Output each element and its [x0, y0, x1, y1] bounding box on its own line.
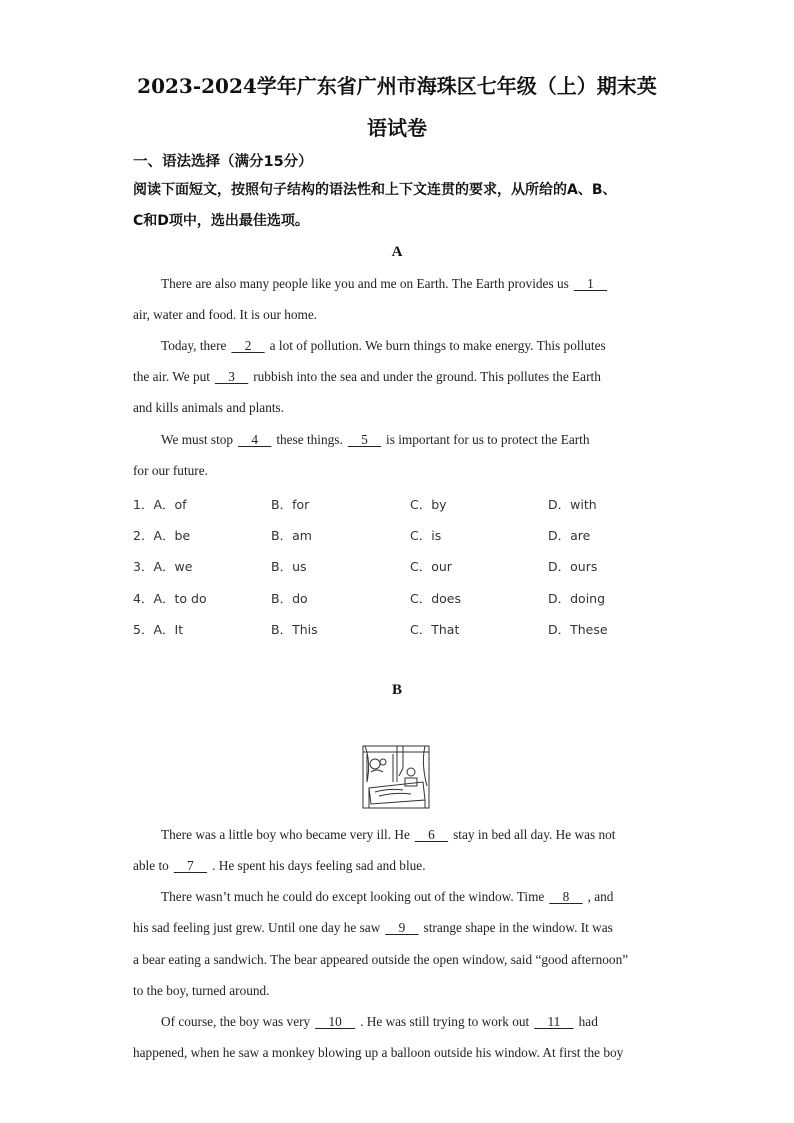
- answer-blank: [415, 827, 448, 843]
- text-run: for our future.: [133, 463, 208, 478]
- option-c: C．our: [410, 559, 452, 574]
- answer-blank: [231, 338, 264, 354]
- option-d: D．ours: [548, 559, 598, 574]
- section-heading: 一、语法选择（满分15分）: [133, 154, 313, 170]
- blank-number: 6: [428, 827, 435, 842]
- answer-blank: [348, 432, 381, 448]
- passage-b-line: [133, 858, 426, 874]
- exam-title-line-2: 语试卷: [367, 116, 427, 140]
- text-run: had: [578, 1014, 598, 1029]
- answer-blank: [215, 369, 248, 385]
- option-b: B．am: [271, 528, 312, 543]
- text-run: stay in bed all day. He was not: [453, 827, 616, 842]
- text-run: and kills animals and plants.: [133, 400, 285, 415]
- option-c: C．by: [410, 497, 447, 512]
- passage-a-line: [161, 432, 590, 448]
- question-row: [133, 495, 187, 513]
- boy-in-bed-illustration-icon: [359, 742, 433, 812]
- blank-number: 11: [547, 1014, 561, 1029]
- text-run: strange shape in the window. It was: [423, 920, 613, 935]
- text-run: able to: [133, 858, 169, 873]
- passage-a-line: [133, 307, 317, 323]
- question-number: 2．: [133, 528, 154, 543]
- option-a: A．It: [153, 622, 184, 637]
- exam-title-line-1: 2023-2024学年广东省广州市海珠区七年级（上）期末英: [137, 74, 657, 98]
- passage-b-line: [133, 920, 613, 936]
- question-row: [133, 526, 190, 544]
- option-a: A．to do: [153, 591, 207, 606]
- passage-a-line: [161, 338, 606, 354]
- option-c: C．does: [410, 591, 462, 606]
- option-a: A．we: [153, 559, 193, 574]
- text-run: There wasn’t much he could do except looking out of the window. Time: [161, 889, 545, 904]
- text-run: his sad feeling just grew. Until one day he saw: [133, 920, 381, 935]
- text-run: these things.: [276, 432, 343, 447]
- blank-number: 3: [228, 369, 235, 384]
- answer-blank: [574, 276, 607, 292]
- passage-b-line: [161, 1014, 598, 1030]
- text-run: There are also many people like you and me on Earth. The Earth provides us: [161, 276, 569, 291]
- text-run: We must stop: [161, 432, 234, 447]
- text-run: rubbish into the sea and under the ground. This pollutes the Earth: [253, 369, 601, 384]
- passage-b-line: [161, 827, 615, 843]
- blank-number: 9: [398, 920, 406, 935]
- text-run: is important for us to protect the Earth: [386, 432, 590, 447]
- option-b: B．do: [271, 591, 308, 606]
- option-b: B．us: [271, 559, 307, 574]
- text-run: air, water and food. It is our home.: [133, 307, 318, 322]
- text-run: . He spent his days feeling sad and blue.: [212, 858, 426, 873]
- text-run: . He was still trying to work out: [360, 1014, 530, 1029]
- passage-b-line: [161, 889, 613, 905]
- text-run: a lot of pollution. We burn things to make energy. This pollutes: [269, 338, 606, 353]
- passage-a-line: [133, 369, 601, 385]
- text-run: Of course, the boy was very: [161, 1014, 311, 1029]
- passage-a-line: [161, 276, 612, 292]
- blank-number: 10: [328, 1014, 342, 1029]
- option-b: B．This: [271, 622, 318, 637]
- text-run: happened, when he saw a monkey blowing up a balloon outside his window. At first the boy: [133, 1045, 624, 1060]
- passage-a-line: [133, 400, 284, 416]
- text-run: a bear eating a sandwich. The bear appeared outside the open window, said “good afternoon”: [133, 952, 629, 967]
- text-run: There was a little boy who became very ill. He: [161, 827, 410, 842]
- question-number: 1．: [133, 497, 154, 512]
- option-a: A．of: [153, 497, 187, 512]
- question-row: [133, 620, 183, 638]
- option-c: C．is: [410, 528, 442, 543]
- blank-number: 2: [244, 338, 252, 353]
- text-run: Today, there: [161, 338, 227, 353]
- blank-number: 7: [187, 858, 194, 873]
- section-instruction-line-2: C和D项中，选出最佳选项。: [133, 213, 309, 229]
- passage-a-label: A: [391, 244, 403, 260]
- option-d: D．These: [548, 622, 608, 637]
- answer-blank: [385, 920, 418, 936]
- blank-number: 1: [587, 276, 594, 291]
- question-number: 3．: [133, 559, 154, 574]
- passage-a-line: [133, 463, 208, 479]
- option-d: D．are: [548, 528, 591, 543]
- answer-blank: [549, 889, 582, 905]
- option-c: C．That: [410, 622, 460, 637]
- section-instruction-line-1: 阅读下面短文，按照句子结构的语法性和上下文连贯的要求，从所给的A、B、: [133, 182, 617, 198]
- question-number: 5．: [133, 622, 154, 637]
- question-row: [133, 557, 192, 575]
- blank-number: 8: [562, 889, 570, 904]
- text-run: the air. We put: [133, 369, 210, 384]
- question-number: 4．: [133, 591, 154, 606]
- option-d: D．with: [548, 497, 597, 512]
- answer-blank: [238, 432, 271, 448]
- option-d: D．doing: [548, 591, 606, 606]
- option-a: A．be: [153, 528, 191, 543]
- blank-number: 4: [251, 432, 259, 447]
- blank-number: 5: [361, 432, 368, 447]
- answer-blank: [315, 1014, 355, 1030]
- passage-b-line: [133, 1045, 623, 1061]
- question-row: [133, 589, 207, 607]
- passage-b-line: [133, 952, 628, 968]
- text-run: to the boy, turned around.: [133, 983, 270, 998]
- passage-b-line: [133, 983, 270, 999]
- answer-blank: [534, 1014, 573, 1030]
- option-b: B．for: [271, 497, 310, 512]
- passage-b-label: B: [391, 682, 402, 698]
- answer-blank: [174, 858, 207, 874]
- text-run: , and: [587, 889, 614, 904]
